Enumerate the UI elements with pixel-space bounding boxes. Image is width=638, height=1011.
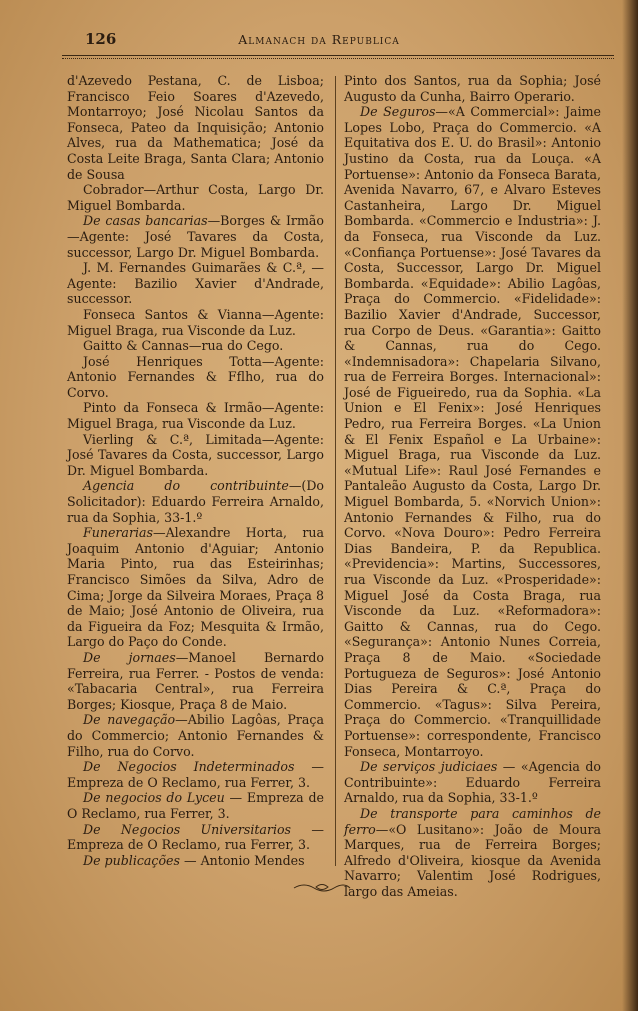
entry-text: —Alexandre Horta, rua Joaquim Antonio d'Aguiar; Antonio Maria Pinto, rua das Esteirinhas; Francisco Simões da Silva, Adro de Cima; Jorge da Silveira Moraes, Praça 8 de Maio; José Antonio de Oliveira, rua da Figueira da Foz; Mesquita & Irmão, Largo do Paço do Conde. <box>67 525 324 650</box>
entry-text: Pinto dos Santos, rua da Sophia; José Augusto da Cunha, Bairro Operario. <box>344 73 601 104</box>
directory-entry <box>67 525 324 650</box>
entry-category: De jornaes <box>83 649 176 665</box>
column-divider <box>335 76 336 866</box>
entry-text: —Abilio Lagôas, Praça do Commercio; Antonio Fernandes & Filho, rua do Corvo. <box>67 712 324 759</box>
directory-entry <box>67 307 324 338</box>
entry-text: Gaitto & Cannas—rua do Cego. <box>83 338 284 354</box>
header-rule <box>62 55 614 59</box>
entry-category: De Negocios Indeterminados <box>83 759 295 775</box>
entry-text: J. M. Fernandes Guimarães & C.ª, — Agente: Bazilio Xavier d'Andrade, successor. <box>67 260 324 307</box>
entry-category: De casas bancarias <box>83 213 208 229</box>
entry-text: —Borges & Irmão—Agente: José Tavares da Costa, successor, Largo Dr. Miguel Bombarda. <box>67 213 324 260</box>
directory-entry <box>344 73 601 104</box>
entry-text: Pinto da Fonseca & Irmão—Agente: Miguel Braga, rua Visconde da Luz. <box>67 400 324 432</box>
entry-category: Funerarias <box>83 525 153 541</box>
entry-text: — «Agencia do Contribuinte»: Eduardo Ferreira Arnaldo, rua da Sophia, 33-1.º <box>344 759 602 806</box>
entry-text: —«A Commercial»: Jaime Lopes Lobo, Praça do Commercio. «A Equitativa dos E. U. do Brasil»: Antonio Justino da Costa, rua da Louça. «A Portuense»: Antonio da Fonseca Barata, Avenida Navarro, 67, e Alvaro Esteves Castanheira, Largo Dr. Miguel Bombarda. «Commercio e Industria»: J. da Fonseca, rua Visconde da Luz. «Confiança Portuense»: José Tavares da Costa, Successor, Largo Dr. Miguel Bombarda. «Equidade»: Abilio Lagôas, Praça do Commercio. «Fidelidade»: Bazilio Xavier d'Andrade, Successor, rua Corpo de Deus. «Garantia»: Gaitto & Cannas, rua do Cego. «Indemnisadora»: Chapelaria Silvano, rua de Ferreira Borges. Internacional»: José de Figueiredo, rua da Sophia. «La Union e El Fenix»: José Henriques Pedro, rua Ferreira Borges. «La Union & El Fenix Español e La Urbaine»: Miguel Braga, rua Visconde da Luz. «Mutual Life»: Raul José Fernandes e Pantaleão Augusto da Costa, Largo Dr. Miguel Bombarda, 5. «Norvich Union»: Antonio Fernandes & Filho, rua do Corvo. «Nova Douro»: Pedro Ferreira Dias Bandeira, P. da Republica. «Previdencia»: Martins, Successores, rua Visconde da Luz. «Prosperidade»: Miguel José da Costa Braga, rua Visconde da Luz. «Reformadora»: Gaitto & Cannas, rua do Cego. «Segurança»: Antonio Nunes Correia, Praça 8 de Maio. «Sociedade Portugueza de Seguros»: José Antonio Dias Pereira & C.ª, Praça do Commercio. «Tagus»: Silva Pereira, Praça do Commercio. «Tranquillidade Portuense»: correspondente, Francisco Fonseca, Montarroyo. <box>344 104 601 759</box>
directory-entry <box>67 822 324 853</box>
entry-text: —Manoel Bernardo Ferreira, rua Ferrer. - Postos de venda: «Tabacaria Central», rua Ferreira Borges; Kiosque, Praça 8 de Maio. <box>67 649 324 712</box>
entry-text: Fonseca Santos & Vianna—Agente: Miguel Braga, rua Visconde da Luz. <box>67 306 324 338</box>
directory-entry <box>67 790 324 821</box>
directory-entry <box>67 354 324 401</box>
running-title <box>0 32 638 47</box>
left-column <box>67 73 324 868</box>
directory-entry <box>67 213 324 260</box>
page-number: 126 <box>85 30 117 48</box>
entry-text: d'Azevedo Pestana, C. de Lisboa; Francisco Feio Soares d'Azevedo, Montarroyo; José Nicolau Santos da Fonseca, Pateo da Inquisição; Antonio Alves, rua da Mathematica; José da Costa Leite Braga, Santa Clara; Antonio de Sousa <box>67 73 324 182</box>
entry-category: De negocios do Lyceu <box>83 790 225 806</box>
directory-entry <box>67 432 324 479</box>
directory-entry <box>344 104 601 759</box>
directory-entry <box>67 338 324 354</box>
entry-text: José Henriques Totta—Agente: Antonio Fernandes & Fflho, rua do Corvo. <box>67 353 324 400</box>
entry-text: — Empreza de O Reclamo, rua Ferrer, 3. <box>67 821 324 853</box>
ornament-flourish-icon <box>292 880 352 894</box>
right-column <box>344 73 601 899</box>
entry-text: Cobrador—Arthur Costa, Largo Dr. Miguel Bombarda. <box>67 182 324 213</box>
directory-entry <box>67 759 324 790</box>
entry-category: De publicações <box>83 852 180 868</box>
entry-category: De transporte para caminhos de ferro <box>344 805 601 837</box>
directory-entry <box>67 712 324 759</box>
directory-entry <box>67 478 324 525</box>
page-edge-shadow <box>622 0 638 1011</box>
entry-text: — Empreza de O Reclamo, rua Ferrer, 3. <box>67 790 324 821</box>
directory-entry <box>67 650 324 712</box>
entry-category: Agencia do contribuinte <box>83 478 289 494</box>
directory-entry <box>67 260 324 307</box>
entry-text: Vierling & C.ª, Limitada—Agente: José Tavares da Costa, successor, Largo Dr. Miguel Bombarda. <box>67 431 324 478</box>
entry-text: —«O Lusitano»: João de Moura Marques, rua de Ferreira Borges; Alfredo d'Oliveira, kiosque da Avenida Navarro; Valentim José Rodrigues, largo das Ameias. <box>344 821 601 899</box>
entry-category: De Negocios Universitarios <box>83 821 292 837</box>
entry-text: — Antonio Mendes <box>179 852 305 868</box>
running-title-text: Almanach da Republica <box>238 32 400 47</box>
entry-category: De navegação <box>83 712 176 728</box>
entry-text: —(Do Solicitador): Eduardo Ferreira Arnaldo, rua da Sophia, 33-1.º <box>67 478 324 525</box>
directory-entry <box>67 853 324 869</box>
entry-category: De serviços judiciaes <box>360 759 498 775</box>
directory-entry <box>344 759 601 806</box>
directory-entry <box>344 806 601 900</box>
directory-entry <box>67 400 324 431</box>
entry-category: De Seguros <box>360 104 436 120</box>
directory-entry <box>67 73 324 182</box>
directory-entry <box>67 182 324 213</box>
entry-text: — Empreza de O Reclamo, rua Ferrer, 3. <box>67 759 324 790</box>
